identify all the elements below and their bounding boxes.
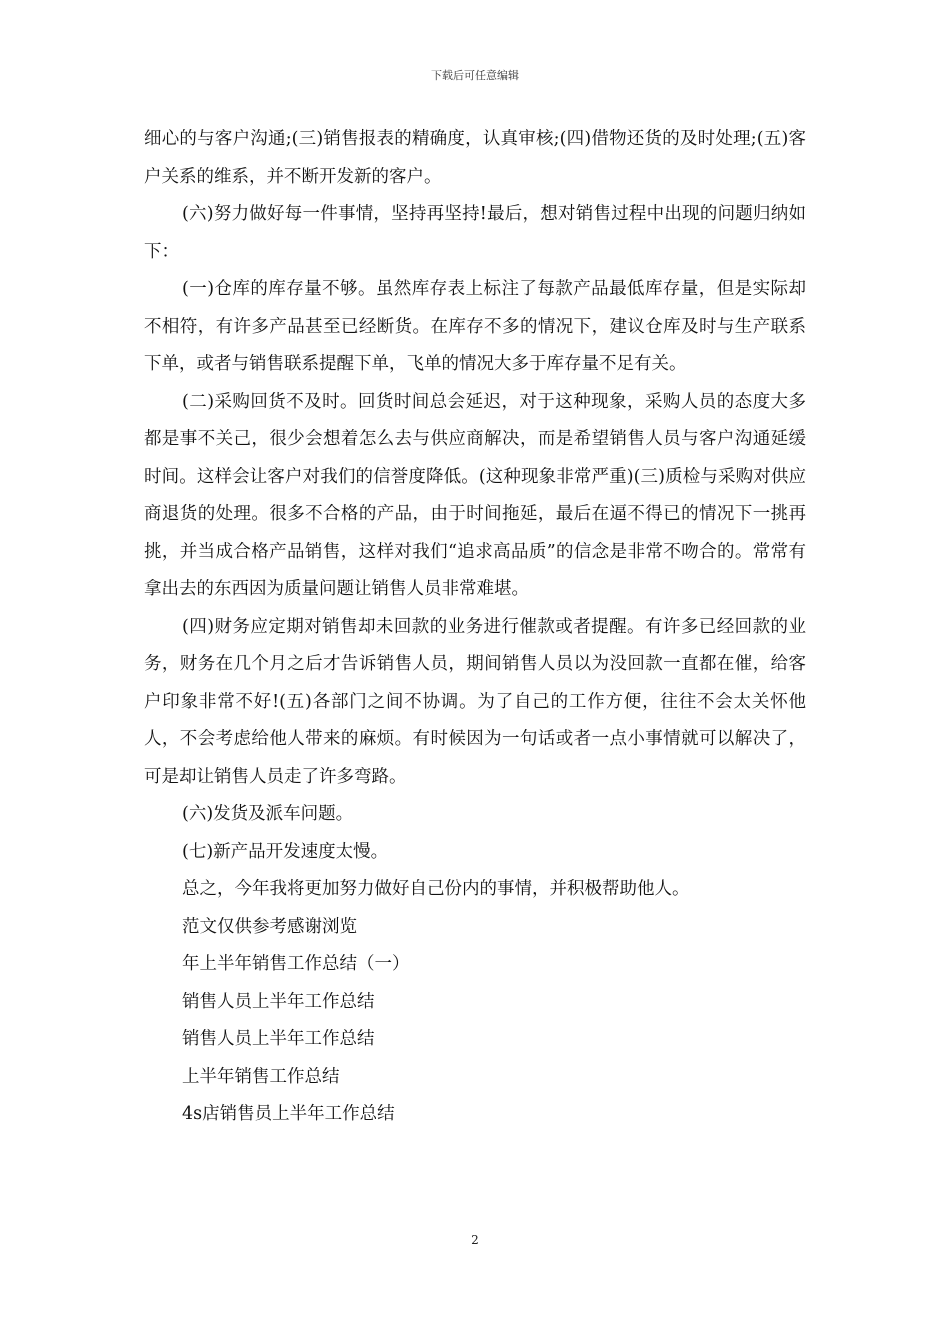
paragraph-9: 范文仅供参考感谢浏览 xyxy=(182,916,357,937)
related-title-3: 销售人员上半年工作总结 xyxy=(182,1029,375,1049)
paragraph-8: 总之，今年我将更加努力做好自己份内的事情，并积极帮助他人。 xyxy=(182,879,690,899)
paragraph-2: (六)努力做好每一件事情，坚持再坚持!最后，想对销售过程中出现的问题归纳如下： xyxy=(144,204,806,262)
paragraph-6: (六)发货及派车问题。 xyxy=(182,804,354,824)
paragraph-4: (二)采购回货不及时。回货时间总会延迟，对于这种现象，采购人员的态度大多都是事不关己，很少会想着怎么去与供应商解决，而是希望销售人员与客户沟通延缓时间。这样会让客户对我们的信誉度降低。(这种现象非常严重)(三)质检与采购对供应商退货的处理。很多不合格的产品，由于时间拖延，最后在逼不得已的情况下一挑再挑，并当成合格产品销售，这样对我们“追求高品质”的信念是非常不吻合的。常常有拿出去的东西因为质量问题让销售人员非常难堪。 xyxy=(144,391,806,599)
paragraph-7: (七)新产品开发速度太慢。 xyxy=(182,841,389,862)
related-title-4: 上半年销售工作总结 xyxy=(182,1066,340,1087)
related-title-2: 销售人员上半年工作总结 xyxy=(182,991,375,1012)
paragraph-3: (一)仓库的库存量不够。虽然库存表上标注了每款产品最低库存量，但是实际却不相符，有许多产品甚至已经断货。在库存不多的情况下，建议仓库及时与生产联系下单，或者与销售联系提醒下单，飞单的情况大多于库存量不足有关。 xyxy=(144,279,806,374)
paragraph-5: (四)财务应定期对销售却未回款的业务进行催款或者提醒。有许多已经回款的业务，财务在几个月之后才告诉销售人员，期间销售人员以为没回款一直都在催，给客户印象非常不好!(五)各部门之间不协调。为了自己的工作方便，往往不会太关怀他人，不会考虑给他人带来的麻烦。有时候因为一句话或者一点小事情就可以解决了，可是却让销售人员走了许多弯路。 xyxy=(144,616,806,787)
paragraph-1: 细心的与客户沟通;(三)销售报表的精确度，认真审核;(四)借物还货的及时处理;(五)客户关系的维系，并不断开发新的客户。 xyxy=(144,129,806,187)
document-body xyxy=(144,121,806,1134)
page-header: 下载后可任意编辑 xyxy=(431,69,519,82)
related-title-1: 年上半年销售工作总结（一） xyxy=(182,954,410,974)
page-number: 2 xyxy=(471,1233,479,1247)
related-title-5: 4s店销售员上半年工作总结 xyxy=(182,1104,395,1124)
